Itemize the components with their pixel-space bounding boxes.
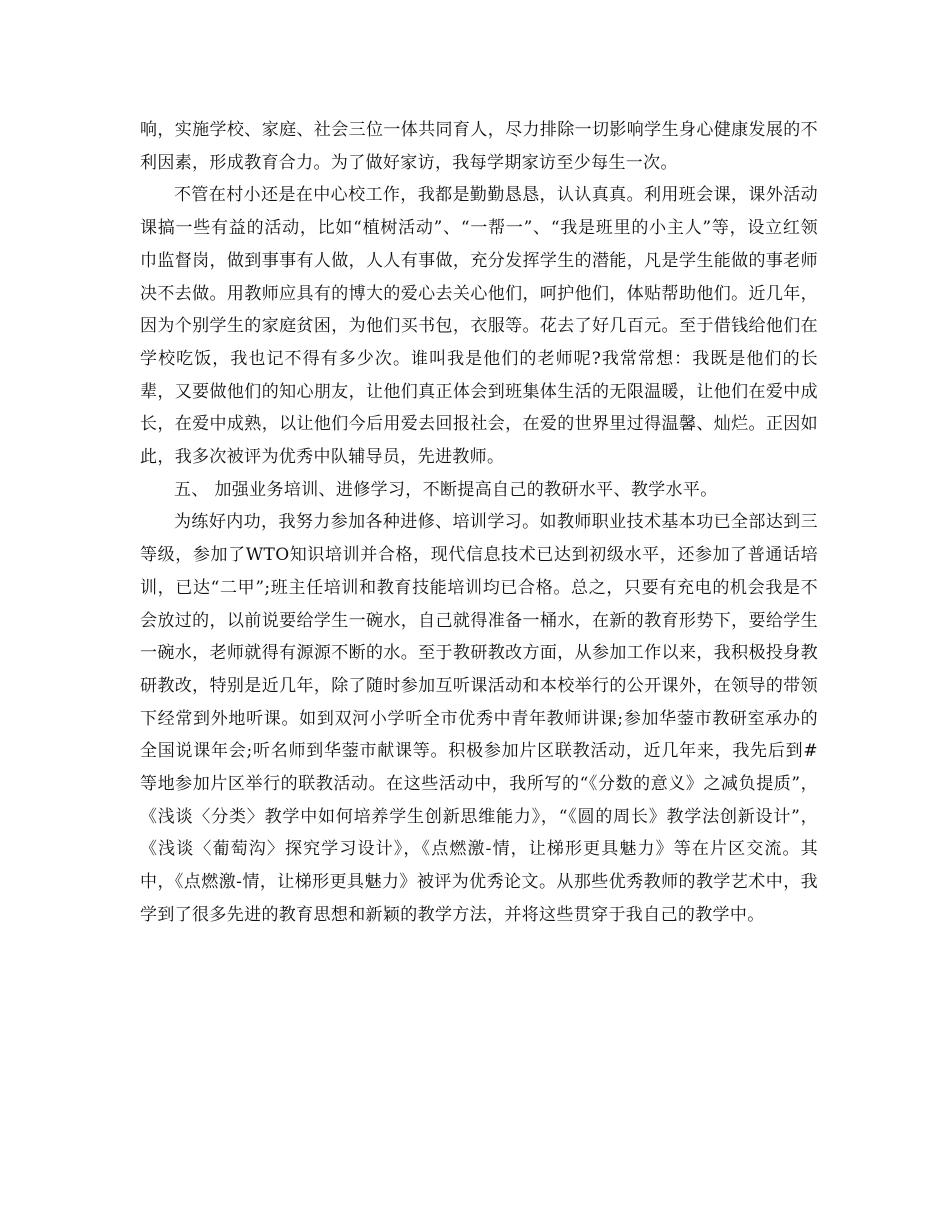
section-heading-training: 五、 加强业务培训、进修学习，不断提高自己的教研水平、教学水平。	[174, 479, 718, 500]
document-body	[140, 114, 818, 932]
paragraph-training-research: 为练好内功，我努力参加各种进修、培训学习。如教师职业技术基本功已全部达到三等级，参加了WTO知识培训并合格，现代信息技术已达到初级水平，还参加了普通话培训，已达“二甲”;班主任培训和教育技能培训均已合格。总之，只要有充电的机会我是不会放过的，以前说要给学生一碗水，自己就得准备一桶水，在新的教育形势下，要给学生一碗水，老师就得有源源不断的水。至于教研教改方面，从参加工作以来，我积极投身教研教改，特别是近几年，除了随时参加互听课活动和本校举行的公开课外，在领导的带领下经常到外地听课。如到双河小学听全市优秀中青年教师讲课;参加华蓥市教研室承办的全国说课年会;听名师到华蓥市献课等。积极参加片区联教活动，近几年来，我先后到#等地参加片区举行的联教活动。在这些活动中，我所写的“《分数的意义》之减负提质”，《浅谈〈分类〉教学中如何培养学生创新思维能力》，“《圆的周长》教学法创新设计”，《浅谈〈葡萄沟〉探究学习设计》，《点燃激-情，让梯形更具魅力》等在片区交流。其中，《点燃激-情，让梯形更具魅力》被评为优秀论文。从那些优秀教师的教学艺术中，我学到了很多先进的教育思想和新颖的教学方法，并将这些贯穿于我自己的教学中。	[140, 512, 818, 925]
paragraph-home-visits: 响，实施学校、家庭、社会三位一体共同育人，尽力排除一切影响学生身心健康发展的不利因素，形成教育合力。为了做好家访，我每学期家访至少每生一次。	[140, 120, 818, 173]
paragraph-class-activities: 不管在村小还是在中心校工作，我都是勤勤恳恳，认认真真。利用班会课，课外活动课搞一些有益的活动，比如“植树活动”、“一帮一”、“我是班里的小主人”等，设立红领巾监督岗，做到事事有人做，人人有事做，充分发挥学生的潜能，凡是学生能做的事老师决不去做。用教师应具有的博大的爱心去关心他们，呵护他们，体贴帮助他们。近几年，因为个别学生的家庭贫困，为他们买书包，衣服等。花去了好几百元。至于借钱给他们在学校吃饭，我也记不得有多少次。谁叫我是他们的老师呢?我常常想：我既是他们的长辈，又要做他们的知心朋友，让他们真正体会到班集体生活的无限温暖，让他们在爱中成长，在爱中成熟，以让他们今后用爱去回报社会，在爱的世界里过得温馨、灿烂。正因如此，我多次被评为优秀中队辅导员，先进教师。	[140, 185, 818, 468]
